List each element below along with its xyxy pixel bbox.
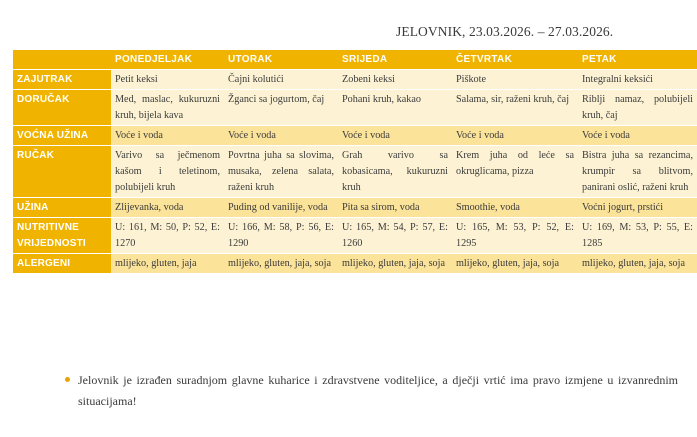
meal-cell: Petit keksi bbox=[111, 70, 224, 90]
meal-cell: U: 165, M: 54, P: 57, E: 1260 bbox=[338, 218, 452, 254]
meal-cell: U: 165, M: 53, P: 52, E: 1295 bbox=[452, 218, 578, 254]
table-row bbox=[13, 90, 697, 126]
meal-cell: Voće i voda bbox=[111, 126, 224, 146]
day-header: PETAK bbox=[578, 50, 697, 70]
meal-cell: Riblji namaz, polubijeli kruh, čaj bbox=[578, 90, 697, 126]
meal-cell: Grah varivo sa kobasicama, kukuruzni kruh bbox=[338, 146, 452, 198]
meal-cell: Piškote bbox=[452, 70, 578, 90]
table-row bbox=[13, 254, 697, 274]
day-header: ČETVRTAK bbox=[452, 50, 578, 70]
table-row bbox=[13, 146, 697, 198]
meal-cell: Salama, sir, raženi kruh, čaj bbox=[452, 90, 578, 126]
meal-cell: Voće i voda bbox=[578, 126, 697, 146]
meal-cell: Žganci sa jogurtom, čaj bbox=[224, 90, 338, 126]
meal-cell: Varivo sa ječmenom kašom i teletinom, polubijeli kruh bbox=[111, 146, 224, 198]
day-header: SRIJEDA bbox=[338, 50, 452, 70]
meal-cell: Voće i voda bbox=[224, 126, 338, 146]
table-row bbox=[13, 218, 697, 254]
menu-title: JELOVNIK, 23.03.2026. – 27.03.2026. bbox=[396, 24, 614, 39]
row-label: RUČAK bbox=[13, 146, 111, 198]
table-row bbox=[13, 126, 697, 146]
meal-cell: U: 169, M: 53, P: 55, E: 1285 bbox=[578, 218, 697, 254]
meal-cell: Voće i voda bbox=[452, 126, 578, 146]
header-row bbox=[13, 50, 697, 70]
table-row bbox=[13, 70, 697, 90]
bullet-icon bbox=[65, 377, 70, 382]
meal-cell: Bistra juha sa rezancima, krumpir sa blitvom, panirani oslić, raženi kruh bbox=[578, 146, 697, 198]
day-header: PONEDJELJAK bbox=[111, 50, 224, 70]
meal-cell: Zobeni keksi bbox=[338, 70, 452, 90]
row-label: DORUČAK bbox=[13, 90, 111, 126]
meal-cell: mlijeko, gluten, jaja bbox=[111, 254, 224, 274]
meal-cell: Voćni jogurt, prstići bbox=[578, 198, 697, 218]
meal-cell: mlijeko, gluten, jaja, soja bbox=[338, 254, 452, 274]
meal-cell: Integralni keksići bbox=[578, 70, 697, 90]
header-corner bbox=[13, 50, 111, 70]
row-label: ALERGENI bbox=[13, 254, 111, 274]
note-text: Jelovnik je izrađen suradnjom glavne kuharice i zdravstvene voditeljice, a dječji vrtić ima pravo izmjene u izvanrednim situacijama! bbox=[78, 373, 678, 408]
meal-cell: U: 161, M: 50, P: 52, E: 1270 bbox=[111, 218, 224, 254]
table-row bbox=[13, 198, 697, 218]
meal-cell: Krem juha od leće sa okruglicama, pizza bbox=[452, 146, 578, 198]
row-label: UŽINA bbox=[13, 198, 111, 218]
meal-cell: mlijeko, gluten, jaja, soja bbox=[224, 254, 338, 274]
meal-cell: Puding od vanilije, voda bbox=[224, 198, 338, 218]
meal-cell: Zlijevanka, voda bbox=[111, 198, 224, 218]
meal-cell: Voće i voda bbox=[338, 126, 452, 146]
row-label: ZAJUTRAK bbox=[13, 70, 111, 90]
meal-cell: Čajni kolutići bbox=[224, 70, 338, 90]
row-label: VOĆNA UŽINA bbox=[13, 126, 111, 146]
meal-cell: mlijeko, gluten, jaja, soja bbox=[452, 254, 578, 274]
meal-cell: Pita sa sirom, voda bbox=[338, 198, 452, 218]
meal-cell: mlijeko, gluten, jaja, soja bbox=[578, 254, 697, 274]
note-paragraph bbox=[78, 370, 678, 412]
menu-table bbox=[13, 50, 697, 274]
meal-cell: Pohani kruh, kakao bbox=[338, 90, 452, 126]
meal-cell: Smoothie, voda bbox=[452, 198, 578, 218]
meal-cell: Med, maslac, kukuruzni kruh, bijela kava bbox=[111, 90, 224, 126]
meal-cell: U: 166, M: 58, P: 56, E: 1290 bbox=[224, 218, 338, 254]
meal-cell: Povrtna juha sa slovima, musaka, zelena salata, raženi kruh bbox=[224, 146, 338, 198]
day-header: UTORAK bbox=[224, 50, 338, 70]
row-label: NUTRITIVNE VRIJEDNOSTI bbox=[13, 218, 111, 254]
